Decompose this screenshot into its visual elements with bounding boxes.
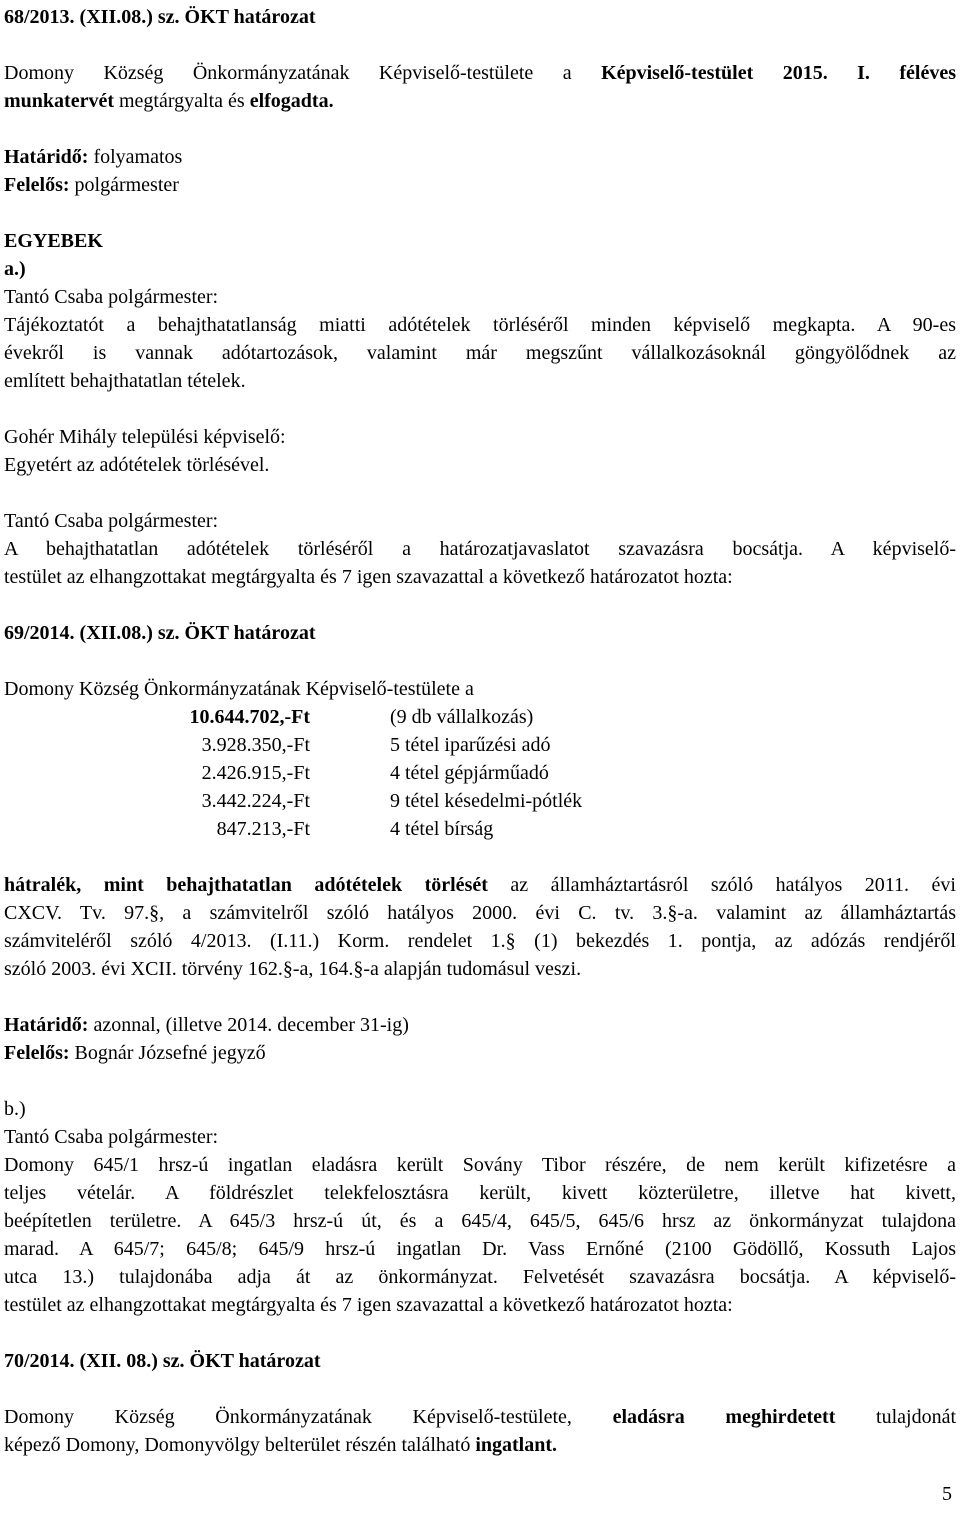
resolution-title: 68/2013. (XII.08.) sz. ÖKT határozat	[4, 6, 316, 28]
amount: 3.442.224,-Ft	[201, 790, 310, 812]
paragraph: teljes vételár. A földrészlet telekfelosztásra került, kivett közterületre, illetve hat kivett,	[4, 1182, 956, 1204]
amount-row-total	[4, 703, 956, 731]
paragraph: Egyetért az adótételek törlésével.	[4, 454, 270, 476]
responsible-line: Felelős: Bognár Józsefné jegyző	[4, 1042, 266, 1064]
amount: 10.644.702,-Ft	[189, 706, 310, 728]
paragraph: szóló 2003. évi XCII. törvény 162.§-a, 164.§-a alapján tudomásul veszi.	[4, 958, 582, 980]
deadline-line: Határidő: azonnal, (illetve 2014. december 31-ig)	[4, 1014, 409, 1036]
paragraph: testület az elhangzottakat megtárgyalta és 7 igen szavazattal a következő határozatot hozta:	[4, 1294, 733, 1316]
paragraph: beépítetlen területre. A 645/3 hrsz-ú út, és a 645/4, 645/5, 645/6 hrsz az önkormányzat tulajdona	[4, 1210, 956, 1232]
page-number: 5	[942, 1483, 952, 1505]
speaker: Tantó Csaba polgármester:	[4, 510, 219, 532]
amount: 3.928.350,-Ft	[201, 734, 310, 756]
paragraph: Domony 645/1 hrsz-ú ingatlan eladásra került Sovány Tibor részére, de nem került kifizetésre a	[4, 1154, 956, 1176]
paragraph: hátralék, mint behajthatatlan adótételek törlését az államháztartásról szóló hatályos 2011. évi	[4, 874, 956, 896]
amount-row	[4, 787, 956, 815]
paragraph: A behajthatatlan adótételek törléséről a határozatjavaslatot szavazásra bocsátja. A képviselő-	[4, 538, 956, 560]
deadline-line: Határidő: folyamatos	[4, 146, 183, 168]
resolution-title: 70/2014. (XII. 08.) sz. ÖKT határozat	[4, 1350, 321, 1372]
amount: 2.426.915,-Ft	[201, 762, 310, 784]
paragraph: utca 13.) tulajdonába adja át az önkormányzat. Felvetését szavazásra bocsátja. A képviselő-	[4, 1266, 956, 1288]
document-page	[4, 3, 956, 1459]
amount-row	[4, 731, 956, 759]
paragraph: számviteléről szóló 4/2013. (I.11.) Korm. rendelet 1.§ (1) bekezdés 1. pontja, az adózás rendjéről	[4, 930, 956, 952]
paragraph: Domony Község Önkormányzatának Képviselő-testülete a	[4, 678, 474, 700]
item-marker: b.)	[4, 1098, 26, 1120]
amount-desc: 4 tétel gépjárműadó	[390, 762, 549, 784]
responsible-line: Felelős: polgármester	[4, 174, 179, 196]
amount: 847.213,-Ft	[216, 818, 310, 840]
paragraph: említett behajthatatlan tételek.	[4, 370, 246, 392]
amount-desc: 5 tétel iparűzési adó	[390, 734, 551, 756]
paragraph: képező Domony, Domonyvölgy belterület részén található ingatlant.	[4, 1434, 558, 1456]
amount-row	[4, 759, 956, 787]
paragraph: marad. A 645/7; 645/8; 645/9 hrsz-ú ingatlan Dr. Vass Ernőné (2100 Gödöllő, Kossuth Lajos	[4, 1238, 956, 1260]
paragraph: Domony Község Önkormányzatának Képviselő-testülete a Képviselő-testület 2015. I. féléves	[4, 62, 956, 84]
section-heading: EGYEBEK	[4, 230, 103, 252]
paragraph: munkatervét megtárgyalta és elfogadta.	[4, 90, 334, 112]
resolution-title: 69/2014. (XII.08.) sz. ÖKT határozat	[4, 622, 316, 644]
speaker: Tantó Csaba polgármester:	[4, 1126, 219, 1148]
item-marker: a.)	[4, 258, 26, 280]
paragraph: Tájékoztatót a behajthatatlanság miatti adótételek törléséről minden képviselő megkapta. A 90-es	[4, 314, 956, 336]
amount-row	[4, 815, 956, 843]
amount-note: (9 db vállalkozás)	[390, 706, 534, 728]
speaker: Tantó Csaba polgármester:	[4, 286, 219, 308]
paragraph: évekről is vannak adótartozások, valamint már megszűnt vállalkozásoknál göngyölődnek az	[4, 342, 956, 364]
amount-desc: 4 tétel bírság	[390, 818, 494, 840]
speaker: Gohér Mihály települési képviselő:	[4, 426, 286, 448]
paragraph: testület az elhangzottakat megtárgyalta és 7 igen szavazattal a következő határozatot hozta:	[4, 566, 733, 588]
amount-desc: 9 tétel késedelmi-pótlék	[390, 790, 583, 812]
paragraph: CXCV. Tv. 97.§, a számvitelről szóló hatályos 2000. évi C. tv. 3.§-a. valamint az államháztartás	[4, 902, 956, 924]
paragraph: Domony Község Önkormányzatának Képviselő-testülete, eladásra meghirdetett tulajdonát	[4, 1406, 956, 1428]
